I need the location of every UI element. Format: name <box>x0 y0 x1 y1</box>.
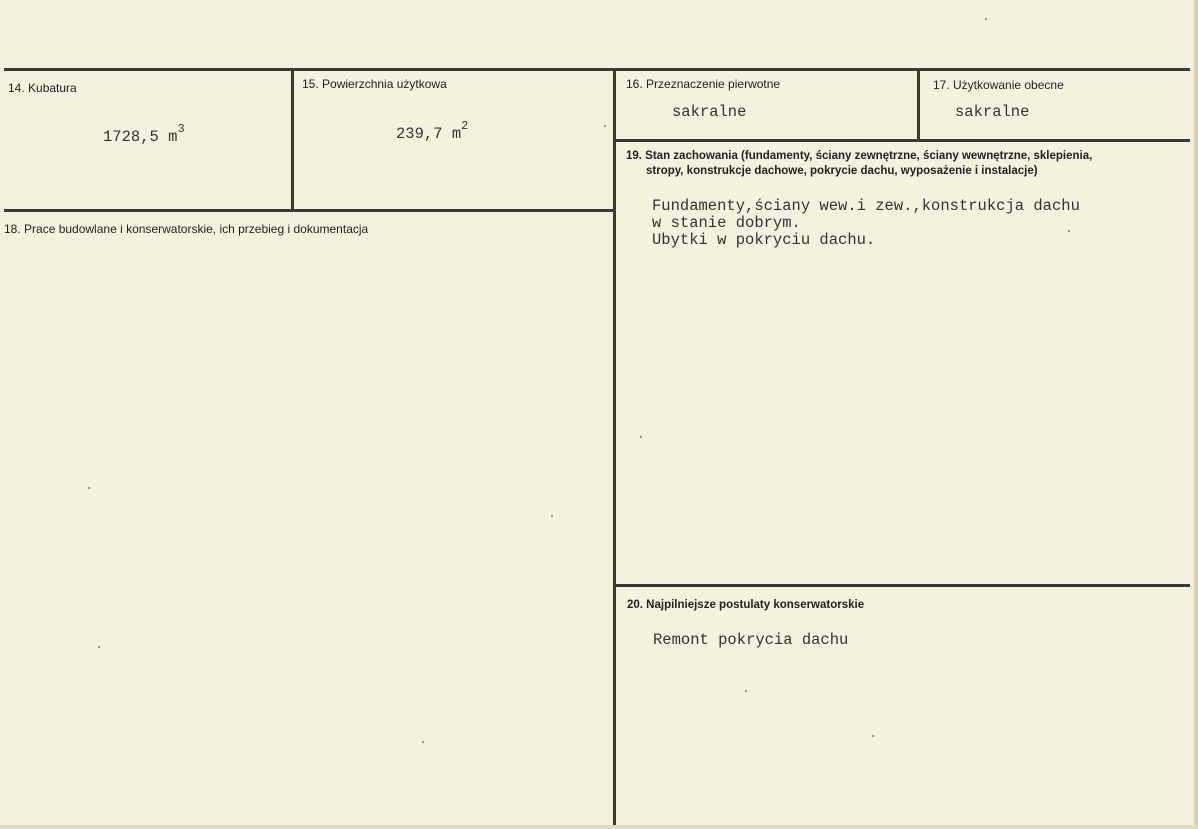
field-20-value: Remont pokrycia dachu <box>653 631 849 649</box>
paper-speck <box>985 18 987 20</box>
field-15-number: 239,7 <box>396 125 443 144</box>
paper-speck <box>98 646 100 648</box>
field-17-label: 17. Użytkowanie obecne <box>933 78 1064 92</box>
field-14-unit: m <box>168 128 178 147</box>
field-19-text-line-3: Ubytki w pokryciu dachu. <box>652 231 876 249</box>
rule-below-14-15 <box>4 209 616 212</box>
paper-edge-bottom <box>0 825 1198 829</box>
field-14-label: 14. Kubatura <box>8 81 77 95</box>
field-15-unit: m <box>451 125 462 144</box>
field-20-label: 20. Najpilniejsze postulaty konserwatorskie <box>627 599 865 611</box>
field-19-text-line-2: w stanie dobrym. <box>652 214 801 232</box>
top-rule <box>4 68 1190 71</box>
paper-speck <box>1068 230 1070 232</box>
field-19-text-line-1: Fundamenty,ściany wew.i zew.,konstrukcja dachu <box>652 197 1080 215</box>
paper-edge-right <box>1194 0 1198 829</box>
field-16-value: sakralne <box>672 103 747 121</box>
field-16-label: 16. Przeznaczenie pierwotne <box>626 77 781 91</box>
field-15-value <box>396 121 468 143</box>
rule-below-16-17 <box>613 139 1190 142</box>
rule-below-19 <box>613 584 1190 587</box>
field-17-value: sakralne <box>955 103 1030 121</box>
divider-main <box>613 68 616 829</box>
divider-16-17 <box>917 68 920 140</box>
field-19-label-line-2: stropy, konstrukcje dachowe, pokrycie dachu, wyposażenie i instalacje) <box>646 165 1038 177</box>
paper-speck <box>422 741 424 743</box>
paper-speck <box>88 487 90 489</box>
field-14-number: 1728,5 <box>103 128 159 147</box>
field-18-label: 18. Prace budowlane i konserwatorskie, ich przebieg i dokumentacja <box>4 222 369 236</box>
divider-14-15 <box>291 68 294 211</box>
field-15-label: 15. Powierzchnia użytkowa <box>302 77 447 91</box>
field-14-exponent: 3 <box>177 122 185 136</box>
field-14-value <box>103 124 185 146</box>
field-15-exponent: 2 <box>461 119 469 133</box>
paper-speck <box>745 690 747 692</box>
paper-speck <box>872 735 874 737</box>
paper-speck <box>640 436 642 438</box>
field-19-label-line-1: 19. Stan zachowania (fundamenty, ściany zewnętrzne, ściany wewnętrzne, sklepienia, <box>626 150 1093 162</box>
paper-speck <box>551 515 553 517</box>
paper-speck <box>604 125 606 127</box>
